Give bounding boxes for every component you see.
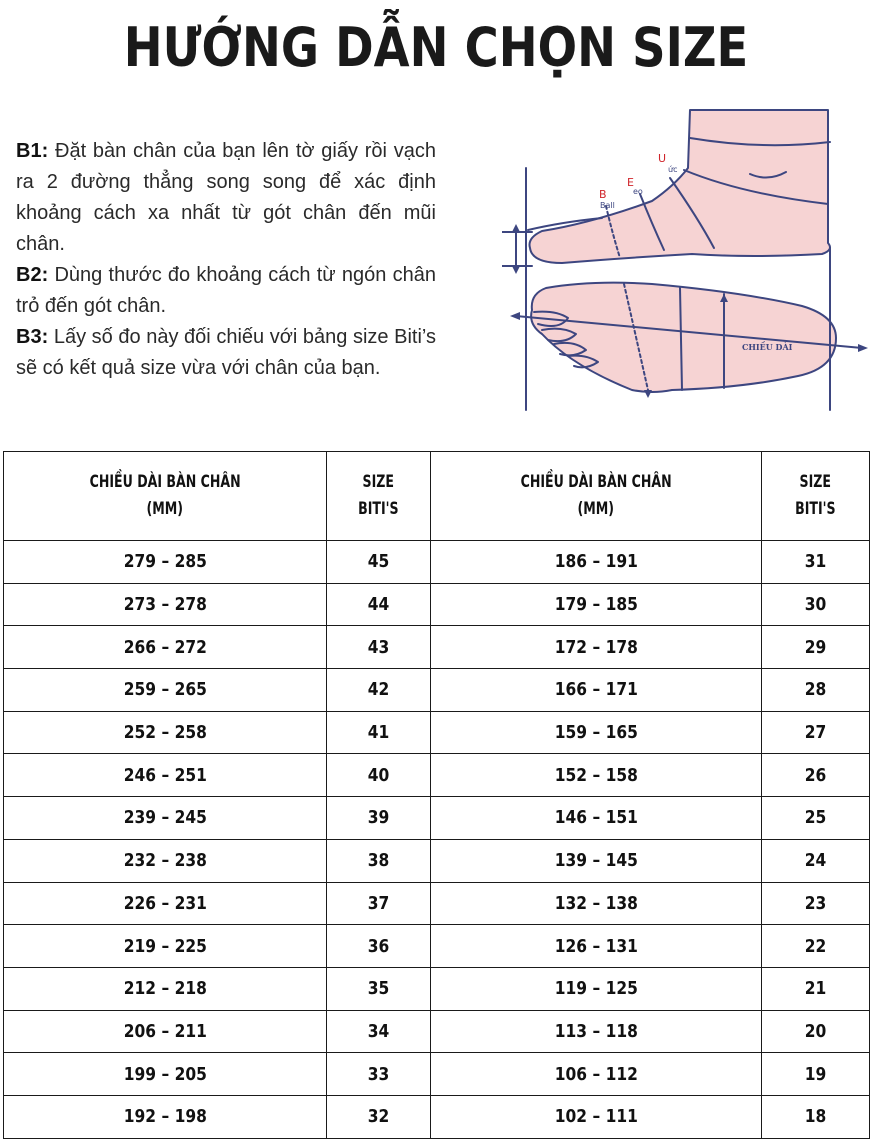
arrow-head-length-right — [858, 344, 868, 352]
table-row — [4, 1095, 870, 1138]
cell-size: 25 — [762, 797, 870, 840]
cell-size: 36 — [327, 925, 431, 968]
cell-length: 226 – 231 — [4, 882, 327, 925]
cell-length: 102 – 111 — [431, 1095, 762, 1138]
table-row — [4, 626, 870, 669]
cell-size: 45 — [327, 541, 431, 584]
cell-size: 35 — [327, 967, 431, 1010]
step-1 — [16, 136, 436, 260]
cell-size: 32 — [327, 1095, 431, 1138]
foot-side-view — [530, 110, 831, 263]
header-length-left: CHIỀU DÀI BÀN CHÂN (MM) — [4, 452, 327, 541]
table-row — [4, 797, 870, 840]
cell-length: 126 – 131 — [431, 925, 762, 968]
cell-size: 43 — [327, 626, 431, 669]
instructions — [16, 136, 436, 384]
page-title: HƯỚNG DẪN CHỌN SIZE — [123, 16, 749, 79]
cell-size: 26 — [762, 754, 870, 797]
cell-length: 239 – 245 — [4, 797, 327, 840]
table-row — [4, 839, 870, 882]
cell-length: 199 – 205 — [4, 1053, 327, 1096]
cell-length: 146 – 151 — [431, 797, 762, 840]
table-row — [4, 754, 870, 797]
table-row — [4, 1053, 870, 1096]
cell-length: 106 – 112 — [431, 1053, 762, 1096]
cell-size: 28 — [762, 669, 870, 712]
cell-length: 192 – 198 — [4, 1095, 327, 1138]
arrow-head-ball — [644, 390, 652, 398]
table-row — [4, 925, 870, 968]
step-2 — [16, 260, 436, 322]
cell-length: 119 – 125 — [431, 967, 762, 1010]
cell-size: 29 — [762, 626, 870, 669]
cell-length: 186 – 191 — [431, 541, 762, 584]
header-size-left: SIZE BITI'S — [327, 452, 431, 541]
step-3-label: B3: — [16, 326, 49, 348]
table-row — [4, 1010, 870, 1053]
cell-length: 132 – 138 — [431, 882, 762, 925]
cell-size: 34 — [327, 1010, 431, 1053]
step-2-label: B2: — [16, 264, 49, 286]
cell-size: 30 — [762, 583, 870, 626]
cell-size: 44 — [327, 583, 431, 626]
table-row — [4, 669, 870, 712]
step-1-label: B1: — [16, 140, 49, 162]
table-row — [4, 882, 870, 925]
cell-length: 172 – 178 — [431, 626, 762, 669]
foot-sole-view — [531, 283, 836, 392]
label-eo: eo — [633, 187, 643, 196]
cell-size: 41 — [327, 711, 431, 754]
table-row — [4, 967, 870, 1010]
table-header-row — [4, 452, 870, 541]
arrow-head-bottom — [512, 266, 520, 274]
label-ball: Ball — [600, 201, 615, 210]
table-row — [4, 583, 870, 626]
cell-size: 20 — [762, 1010, 870, 1053]
cell-length: 212 – 218 — [4, 967, 327, 1010]
cell-length: 113 – 118 — [431, 1010, 762, 1053]
cell-length: 279 – 285 — [4, 541, 327, 584]
cell-size: 31 — [762, 541, 870, 584]
label-e: E — [627, 176, 634, 189]
cell-length: 252 – 258 — [4, 711, 327, 754]
cell-length: 179 – 185 — [431, 583, 762, 626]
cell-length: 232 – 238 — [4, 839, 327, 882]
size-table — [3, 451, 870, 1139]
cell-size: 21 — [762, 967, 870, 1010]
cell-size: 42 — [327, 669, 431, 712]
step-2-text: Dùng thước đo khoảng cách từ ngón chân trỏ đến gót chân. — [16, 264, 436, 317]
cell-length: 219 – 225 — [4, 925, 327, 968]
cell-size: 39 — [327, 797, 431, 840]
step-1-text: Đặt bàn chân của bạn lên tờ giấy rồi vạch ra 2 đường thẳng song song để xác định khoảng cách xa nhất từ gót chân đến mũi chân. — [16, 140, 436, 255]
cell-length: 152 – 158 — [431, 754, 762, 797]
cell-length: 266 – 272 — [4, 626, 327, 669]
cell-size: 18 — [762, 1095, 870, 1138]
arrow-head-length-left — [510, 312, 520, 320]
cell-size: 23 — [762, 882, 870, 925]
cell-length: 259 – 265 — [4, 669, 327, 712]
cell-size: 19 — [762, 1053, 870, 1096]
header-length-right: CHIỀU DÀI BÀN CHÂN (MM) — [431, 452, 762, 541]
arrow-head-top — [512, 224, 520, 232]
table-row — [4, 711, 870, 754]
cell-size: 38 — [327, 839, 431, 882]
cell-size: 22 — [762, 925, 870, 968]
cell-size: 24 — [762, 839, 870, 882]
cell-size: 33 — [327, 1053, 431, 1096]
cell-length: 206 – 211 — [4, 1010, 327, 1053]
cell-length: 273 – 278 — [4, 583, 327, 626]
table-row — [4, 541, 870, 584]
foot-measurement-diagram — [502, 98, 872, 416]
header-size-right: SIZE BITI'S — [762, 452, 870, 541]
step-3-text: Lấy số đo này đối chiếu với bảng size Biti’s sẽ có kết quả size vừa với chân của bạn. — [16, 326, 436, 379]
step-3 — [16, 322, 436, 384]
cell-length: 246 – 251 — [4, 754, 327, 797]
cell-size: 40 — [327, 754, 431, 797]
cell-size: 27 — [762, 711, 870, 754]
cell-length: 139 – 145 — [431, 839, 762, 882]
label-u: U — [658, 152, 667, 165]
cell-size: 37 — [327, 882, 431, 925]
label-length: CHIỀU DÀI — [742, 342, 793, 352]
label-b: B — [599, 188, 607, 201]
label-uc: ức — [668, 165, 678, 174]
cell-length: 166 – 171 — [431, 669, 762, 712]
cell-length: 159 – 165 — [431, 711, 762, 754]
